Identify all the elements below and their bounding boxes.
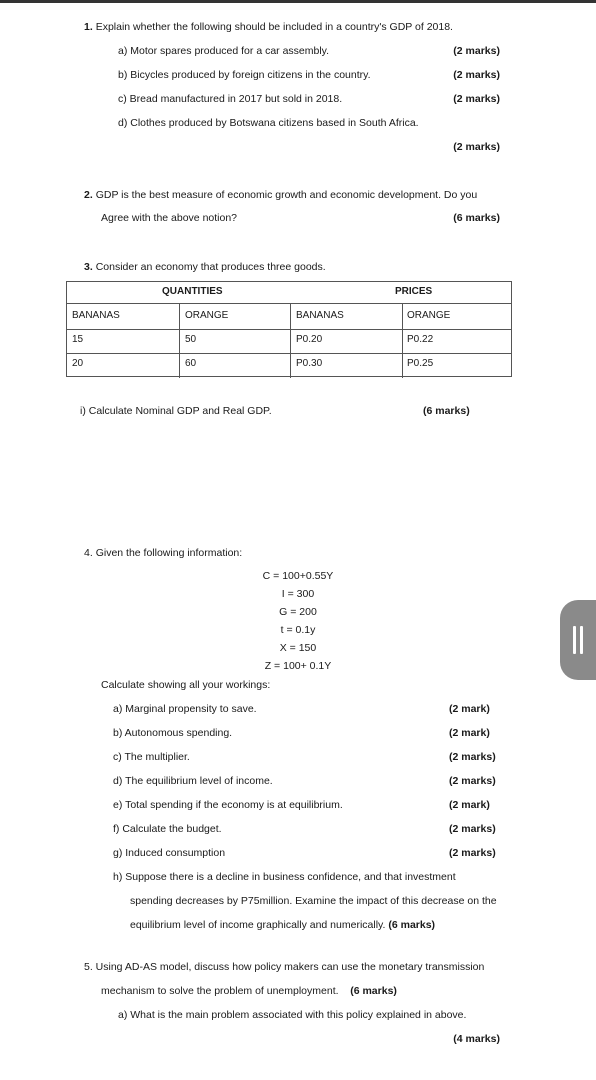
q4-item-b: b) Autonomous spending. [113, 727, 233, 739]
table-col-header: BANANAS [72, 310, 120, 321]
grip-icon [580, 626, 583, 654]
q1-item-c-marks: (2 marks) [453, 93, 500, 105]
q4-item-c-marks: (2 marks) [449, 751, 496, 763]
q4-item-a: a) Marginal propensity to save. [113, 703, 257, 715]
q2-line2: Agree with the above notion? [101, 212, 238, 224]
q4-item-g: g) Induced consumption [113, 847, 226, 859]
q5-sub-a: a) What is the main problem associated with this policy explained in above. [118, 1009, 467, 1021]
q4-instruction: Calculate showing all your workings: [101, 679, 271, 691]
table-group-header-prices: PRICES [395, 286, 433, 297]
table-cell: 50 [185, 334, 197, 345]
q3-title: 3. Consider an economy that produces three goods. [84, 261, 326, 273]
q4-item-d: d) The equilibrium level of income. [113, 775, 273, 787]
equation-government: G = 200 [279, 606, 317, 618]
goods-table [66, 281, 512, 377]
q4-item-h-marks: (6 marks) [388, 919, 436, 931]
q4-item-e: e) Total spending if the economy is at equilibrium. [113, 799, 343, 811]
q4-item-f: f) Calculate the budget. [113, 823, 222, 835]
equation-investment: I = 300 [281, 588, 315, 600]
q4-item-c: c) The multiplier. [113, 751, 190, 763]
equation-imports: Z = 100+ 0.1Y [264, 660, 332, 672]
q4-item-f-marks: (2 marks) [449, 823, 496, 835]
q4-item-h-line1: h) Suppose there is a decline in business confidence, and that investment [113, 871, 456, 883]
q3-sub-i: i) Calculate Nominal GDP and Real GDP. [80, 405, 272, 417]
q1-title: 1. Explain whether the following should be included in a country's GDP of 2018. [84, 21, 453, 33]
table-col-header: BANANAS [296, 310, 344, 321]
q1-item-b-marks: (2 marks) [453, 69, 500, 81]
q4-item-b-marks: (2 mark) [449, 727, 490, 739]
q2-marks: (6 marks) [453, 212, 500, 224]
table-group-header-quantities: QUANTITIES [162, 286, 223, 297]
q4-item-d-marks: (2 marks) [449, 775, 496, 787]
q1-item-d-marks: (2 marks) [453, 141, 500, 153]
table-cell: P0.22 [407, 334, 434, 345]
q1-item-d: d) Clothes produced by Botswana citizens based in South Africa. [118, 117, 419, 129]
q1-item-a-marks: (2 marks) [453, 45, 500, 57]
q4-item-g-marks: (2 marks) [449, 847, 496, 859]
q3-sub-i-marks: (6 marks) [423, 405, 470, 417]
table-cell: 15 [72, 334, 84, 345]
table-cell: 60 [185, 358, 197, 369]
q2-line1: 2. GDP is the best measure of economic growth and economic development. Do you [84, 189, 478, 201]
table-cell: P0.20 [296, 334, 323, 345]
q1-item-b: b) Bicycles produced by foreign citizens in the country. [118, 69, 371, 81]
q4-item-h-line2: spending decreases by P75million. Examine the impact of this decrease on the [130, 895, 497, 907]
table-col-header: ORANGE [185, 310, 229, 321]
table-col-header: ORANGE [407, 310, 451, 321]
top-bar [0, 0, 596, 3]
q5-sub-a-marks: (4 marks) [453, 1033, 500, 1045]
q4-item-a-marks: (2 mark) [449, 703, 490, 715]
q5-line2: mechanism to solve the problem of unemployment. (6 marks) [101, 985, 397, 997]
table-cell: 20 [72, 358, 84, 369]
q1-item-c: c) Bread manufactured in 2017 but sold in 2018. [118, 93, 343, 105]
equation-exports: X = 150 [279, 642, 317, 654]
q5-line2-marks: (6 marks) [350, 985, 397, 997]
q4-item-e-marks: (2 mark) [449, 799, 490, 811]
table-cell: P0.25 [407, 358, 434, 369]
q4-item-h-line3: equilibrium level of income graphically and numerically. (6 marks) [130, 919, 436, 931]
grip-icon [573, 626, 576, 654]
q4-title: 4. Given the following information: [84, 547, 243, 559]
table-cell: P0.30 [296, 358, 323, 369]
q1-item-a: a) Motor spares produced for a car assembly. [118, 45, 330, 57]
scroll-handle[interactable] [560, 600, 596, 680]
equation-consumption: C = 100+0.55Y [262, 570, 334, 582]
equation-tax: t = 0.1y [280, 624, 316, 636]
q5-line1: 5. Using AD-AS model, discuss how policy makers can use the monetary transmission [84, 961, 485, 973]
